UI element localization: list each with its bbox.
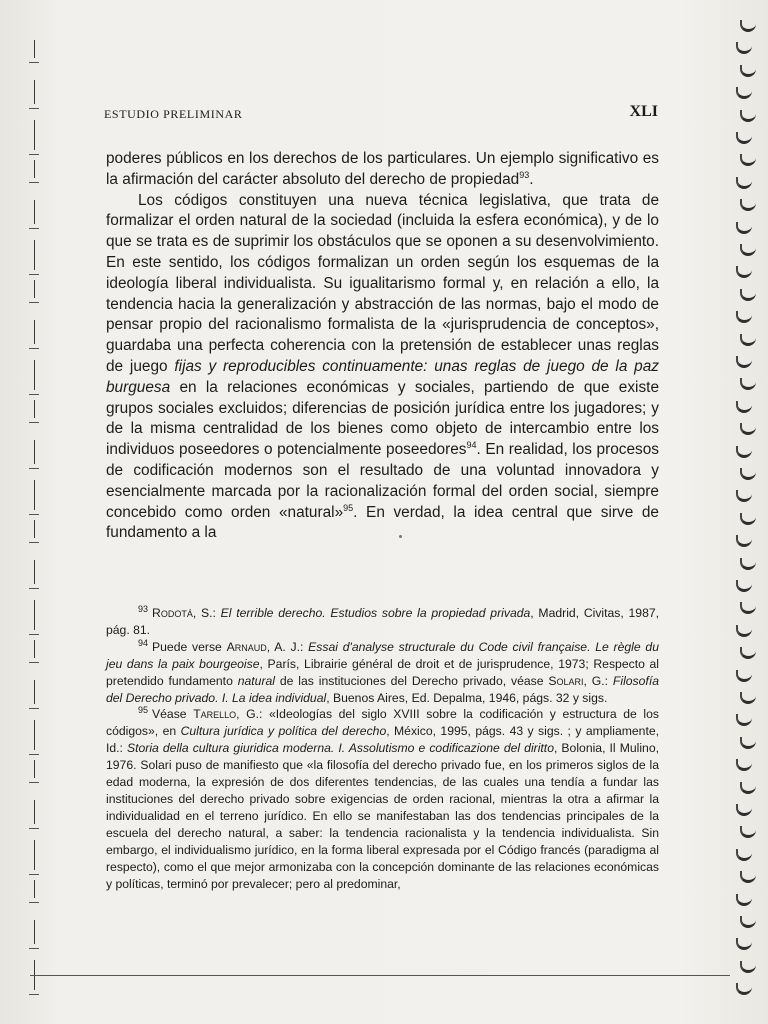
page-number: XLI [629,103,658,120]
binding-tick [29,782,39,783]
binding-ring [736,759,752,771]
binding-ring [740,558,756,570]
book-title: Storia della cultura giuridica moderna. I. Assolutismo e codificazione del diritto [127,741,554,756]
binding-tick [34,680,35,704]
binding-tick [34,480,35,510]
binding-ring [736,625,752,637]
binding-tick [34,600,35,630]
book-title: Cultura jurídica y política del derecho [180,724,387,739]
text-run: poderes públicos en los derechos de los particulares. Un ejemplo significativo es la afirmación del carácter absoluto del derecho de propiedad [106,150,659,188]
binding-ring [736,670,752,682]
binding-ring [736,938,752,950]
binding-tick [29,274,39,275]
binding-ring [740,378,756,390]
binding-ring [736,222,752,234]
author-name: Solari [548,673,584,688]
binding-ring [736,132,752,144]
binding-ring [736,87,752,99]
binding-ring [736,714,752,726]
footnotes [106,605,659,892]
binding-ring [740,513,756,525]
binding-ring [736,804,752,816]
main-text [106,149,659,544]
binding-ring [736,266,752,278]
binding-tick [29,228,39,229]
binding-ring [736,42,752,54]
binding-tick [29,108,39,109]
binding-tick [34,880,35,898]
text-run: Véase [152,707,194,722]
binding-tick [34,520,35,538]
footnote-93 [106,605,659,639]
book-title: Essai d'analyse structurale du Code civil française. Le règle du jeu dans la paix bourgeoise [106,639,659,671]
text-run: , S.: [192,606,221,620]
binding-tick [34,640,35,658]
text-run: Los códigos constituyen una nueva técnica legislativa, que trata de formalizar el orden natural de la sociedad (incluida la esfera económica), y de lo que se trata es de suprimir los obstáculos que se oponen a su desenvolvimiento. En este sentido, los códigos formalizan un orden según los esquemas de la ideología liberal individualista. Su igualitarismo formal y, en relación a ello, la tendencia hacia la generalización y abstracción de las normas, bajo el modo de pensar propio del racionalismo formalista de la «jurisprudencia de conceptos», guardaba una perfecta coherencia con la pretensión de establecer unas reglas de juego [106,191,659,375]
text-run: , A. J.: [266,639,309,654]
binding-ring [740,782,756,794]
binding-ring [736,849,752,861]
binding-tick [29,394,39,395]
binding-tick [34,240,35,270]
binding-tick [29,662,39,663]
binding-ring [740,334,756,346]
bottom-edge-line [30,975,730,976]
text-run: , Buenos Aires, Ed. Depalma, 1946, págs. 32 y sigs. [326,690,608,705]
binding-ring [740,110,756,122]
footnote-ref: 93 [519,169,530,180]
binding-ring [736,311,752,323]
binding-tick [29,588,39,589]
binding-tick [29,828,39,829]
binding-tick [29,754,39,755]
binding-ring [736,535,752,547]
paragraph [106,191,659,545]
binding-ring [740,916,756,928]
binding-tick [29,708,39,709]
binding-tick [29,994,39,995]
binding-ring [740,602,756,614]
binding-tick [34,80,35,104]
text-run: de las instituciones del Derecho privado, véase [274,673,549,688]
binding-tick [34,40,35,58]
footnote-ref: 95 [343,502,354,513]
binding-tick [34,840,35,870]
text-run: , México, 1995, págs. 43 y sigs. ; y ampliamente, Id.: [106,724,659,756]
binding-tick [34,320,35,344]
text-run: . En verdad, la idea central que sirve de fundamento a la [106,503,659,542]
text-run: , G.: «Ideologías del siglo XVIII sobre la codificación y estructura de los códigos», en [106,707,659,739]
binding-tick [34,720,35,750]
footnote-number: 95 [138,705,149,716]
binding-ring [740,20,756,32]
text-run: , Bolonia, Il Mulino, 1976. Solari puso de manifiesto que «la filosofía del derecho privado fue, en los primeros siglos de la edad moderna, la expresión de dos diferentes tendencias, de las cuales una tendía a fundar las instituciones del derecho privado sobre exigencias de orden racional, mientras la otra a afirmar la individualidad en el terreno jurídico. En ello se manifestaban las dos tendencias principales de la escuela del derecho natural, a saber: la tendencia racionalista y la tendencia individualista. Sin embargo, el individualismo jurídico, en la forma liberal expresada por el Código francés (paradigma al respecto), como el que mejor armonizaba con la concepción dominante de las relaciones económicas y políticas, terminó por prevalecer; pero al predominar, [106,741,659,891]
binding-tick [29,154,39,155]
text-run: en la relaciones económicas y sociales, partiendo de que existe grupos sociales excluidos; diferencias de posición jurídica entre los jugadores; y de la misma centralidad de los bienes como objeto de intercambio entre los individuos poseedores o potencialmente poseedores [106,378,659,459]
running-head: ESTUDIO PRELIMINAR [104,107,243,121]
footnote-94 [106,639,659,707]
binding-tick [29,634,39,635]
binding-tick [34,920,35,944]
spiral-binding [732,20,762,1010]
binding-ring [740,871,756,883]
binding-tick [29,902,39,903]
binding-ring [736,983,752,995]
footnote-ref: 94 [466,440,477,451]
binding-ring [740,647,756,659]
footnote-number: 93 [138,603,149,614]
text-run: . [529,170,534,188]
binding-ring [736,490,752,502]
binding-tick [29,348,39,349]
binding-tick [29,302,39,303]
binding-ring [736,356,752,368]
binding-tick [34,160,35,178]
binding-ring [740,244,756,256]
text-run: , París, Librairie général de droit et de jurisprudence, 1973; Respecto al pretendido fundamento [106,656,660,688]
binding-tick [34,360,35,390]
text-run: . En realidad, los procesos de codificación modernos son el resultado de una voluntad innovadora y esencialmente marcada por la racionalización formal del orden social, siempre concebido como orden «natural» [106,441,659,521]
binding-ring [740,199,756,211]
page-header [104,103,658,125]
book-title: El terrible derecho. Estudios sobre la propiedad privada [220,606,531,620]
binding-ring [740,154,756,166]
binding-tick [34,560,35,584]
binding-tick [29,514,39,515]
binding-tick [29,468,39,469]
paragraph [106,149,659,191]
binding-ring [736,580,752,592]
binding-ring [740,826,756,838]
binding-ring [736,177,752,189]
binding-ring [736,894,752,906]
binding-ring [740,423,756,435]
binding-ring [740,468,756,480]
binding-tick [29,542,39,543]
binding-tick [34,440,35,464]
book-title: Filosofía del Derecho privado. I. La idea individual [106,673,659,705]
italic-text: natural [237,673,275,688]
text-run: , G.: [583,673,613,688]
binding-tick [34,800,35,824]
binding-tick [29,182,39,183]
author-name: Arnaud [226,639,267,654]
binding-tick [29,874,39,875]
binding-ring [740,961,756,973]
binding-tick [34,200,35,224]
italic-text: fijas y reproducibles continuamente: unas reglas de juego de la paz burguesa [106,357,659,396]
footnote-95 [106,706,659,892]
author-name: Tarello [193,707,237,722]
binding-ring [736,446,752,458]
text-run: Puede verse [152,639,227,654]
author-name: Rodotá [152,606,193,620]
binding-tick [34,760,35,778]
binding-tick [29,948,39,949]
text-run: , Madrid, Civitas, 1987, pág. 81. [106,606,660,637]
binding-ring [740,692,756,704]
binding-ring [740,737,756,749]
binding-tick [34,280,35,298]
binding-tick [29,422,39,423]
footnote-number: 94 [138,637,149,648]
binding-tick [34,400,35,418]
binding-ring [736,401,752,413]
scan-speck [399,535,402,538]
binding-ring [740,289,756,301]
binding-tick [29,62,39,63]
left-binding-marks [22,40,48,1000]
binding-tick [34,120,35,150]
binding-ring [740,65,756,77]
